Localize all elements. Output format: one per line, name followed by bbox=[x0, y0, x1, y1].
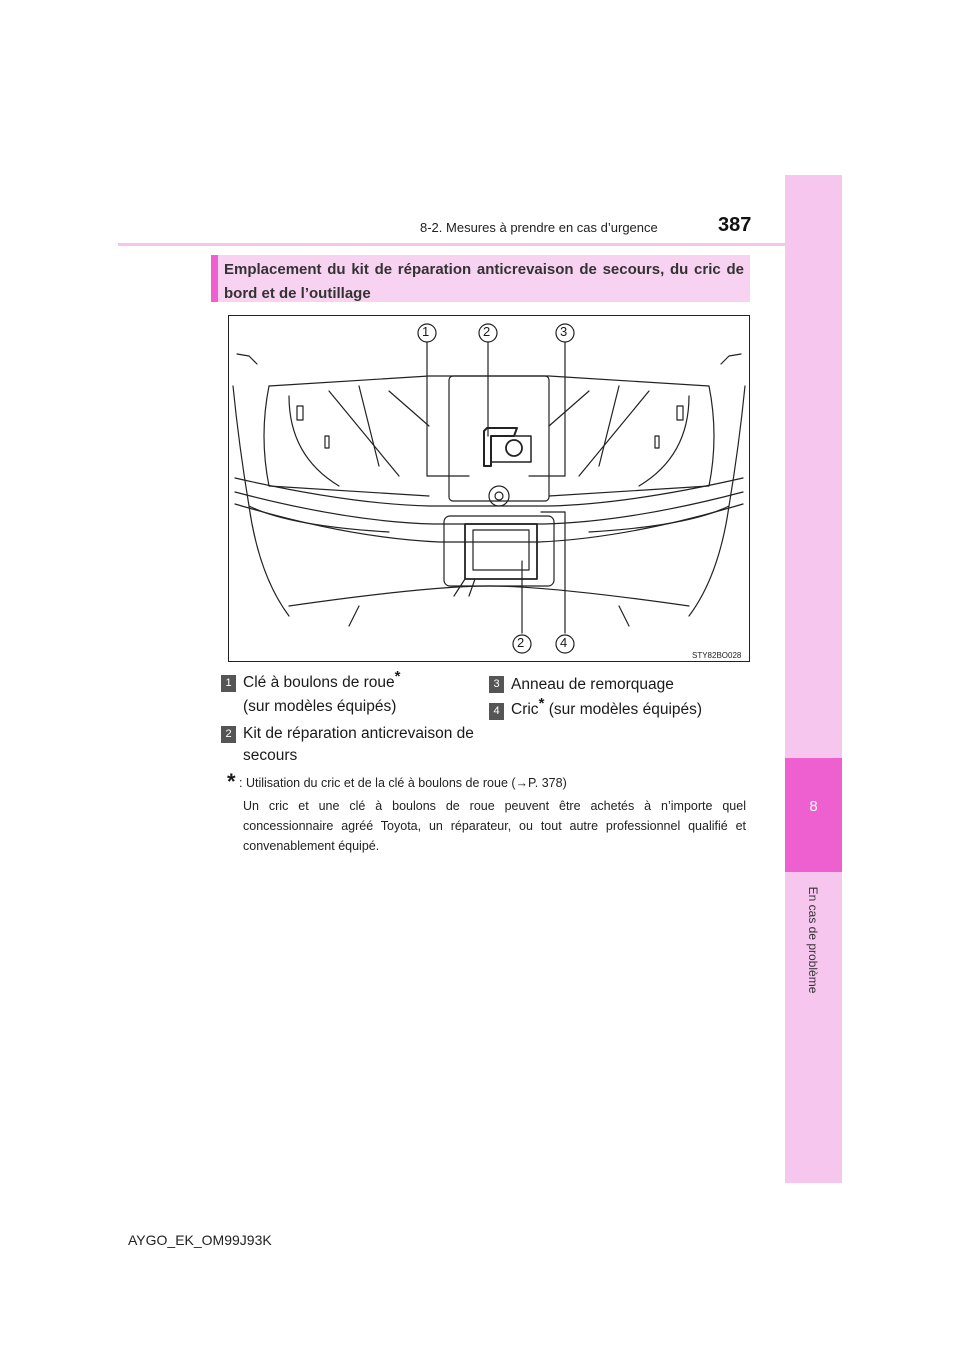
trunk-illustration bbox=[229, 316, 749, 661]
legend-item-4-star: * bbox=[538, 694, 545, 712]
chapter-tab-active bbox=[785, 758, 842, 872]
header-rule bbox=[118, 243, 842, 246]
footnote-line1: : Utilisation du cric et de la clé à boulons de roue (→P. 378) bbox=[239, 776, 567, 790]
legend-badge-4: 4 bbox=[489, 703, 504, 720]
chapter-title-vertical: En cas de problème bbox=[806, 886, 820, 994]
legend-item-2-line1: Kit de réparation anticrevaison de bbox=[243, 725, 474, 742]
footnote-star: * bbox=[227, 769, 236, 794]
chapter-number: 8 bbox=[809, 798, 818, 815]
callout-2-bottom: 2 bbox=[517, 635, 525, 650]
legend-item-1-star: * bbox=[394, 667, 401, 685]
legend-item-1-label: Clé à boulons de roue bbox=[243, 674, 395, 691]
footnote-paragraph: Un cric et une clé à boulons de roue peuvent être achetés à n’importe quel concessionnaire agréé Toyota, un réparateur, ou tout autre professionnel qualifié et convenablement équipé. bbox=[243, 799, 746, 853]
callout-2-top: 2 bbox=[483, 324, 491, 339]
legend-badge-2: 2 bbox=[221, 726, 236, 743]
callout-1-top: 1 bbox=[422, 324, 430, 339]
chapter-sidebar bbox=[785, 175, 842, 1183]
page-number: 387 bbox=[718, 214, 752, 236]
legend-item-1-line1 bbox=[243, 667, 401, 692]
callout-3-top: 3 bbox=[560, 324, 568, 339]
figure-ref-code: STY82BO028 bbox=[692, 651, 742, 660]
legend-item-2-line2: secours bbox=[243, 747, 298, 764]
running-header: 8-2. Mesures à prendre en cas d’urgence bbox=[420, 220, 658, 235]
legend-item-4-suffix: (sur modèles équipés) bbox=[544, 701, 703, 718]
trunk-diagram bbox=[228, 315, 750, 662]
legend-badge-3: 3 bbox=[489, 676, 504, 693]
legend-item-4-label: Cric bbox=[511, 701, 539, 718]
legend-badge-1: 1 bbox=[221, 675, 236, 692]
legend-item-3-line1: Anneau de remorquage bbox=[511, 676, 674, 693]
footer-doc-code: AYGO_EK_OM99J93K bbox=[128, 1232, 272, 1248]
section-title: Emplacement du kit de réparation anticrevaison de secours, du cric de bord et de l’outillage bbox=[224, 261, 744, 302]
legend-item-4-line1 bbox=[511, 694, 703, 719]
legend-item-1-line2: (sur modèles équipés) bbox=[243, 698, 397, 715]
callout-4-bottom: 4 bbox=[560, 635, 568, 650]
